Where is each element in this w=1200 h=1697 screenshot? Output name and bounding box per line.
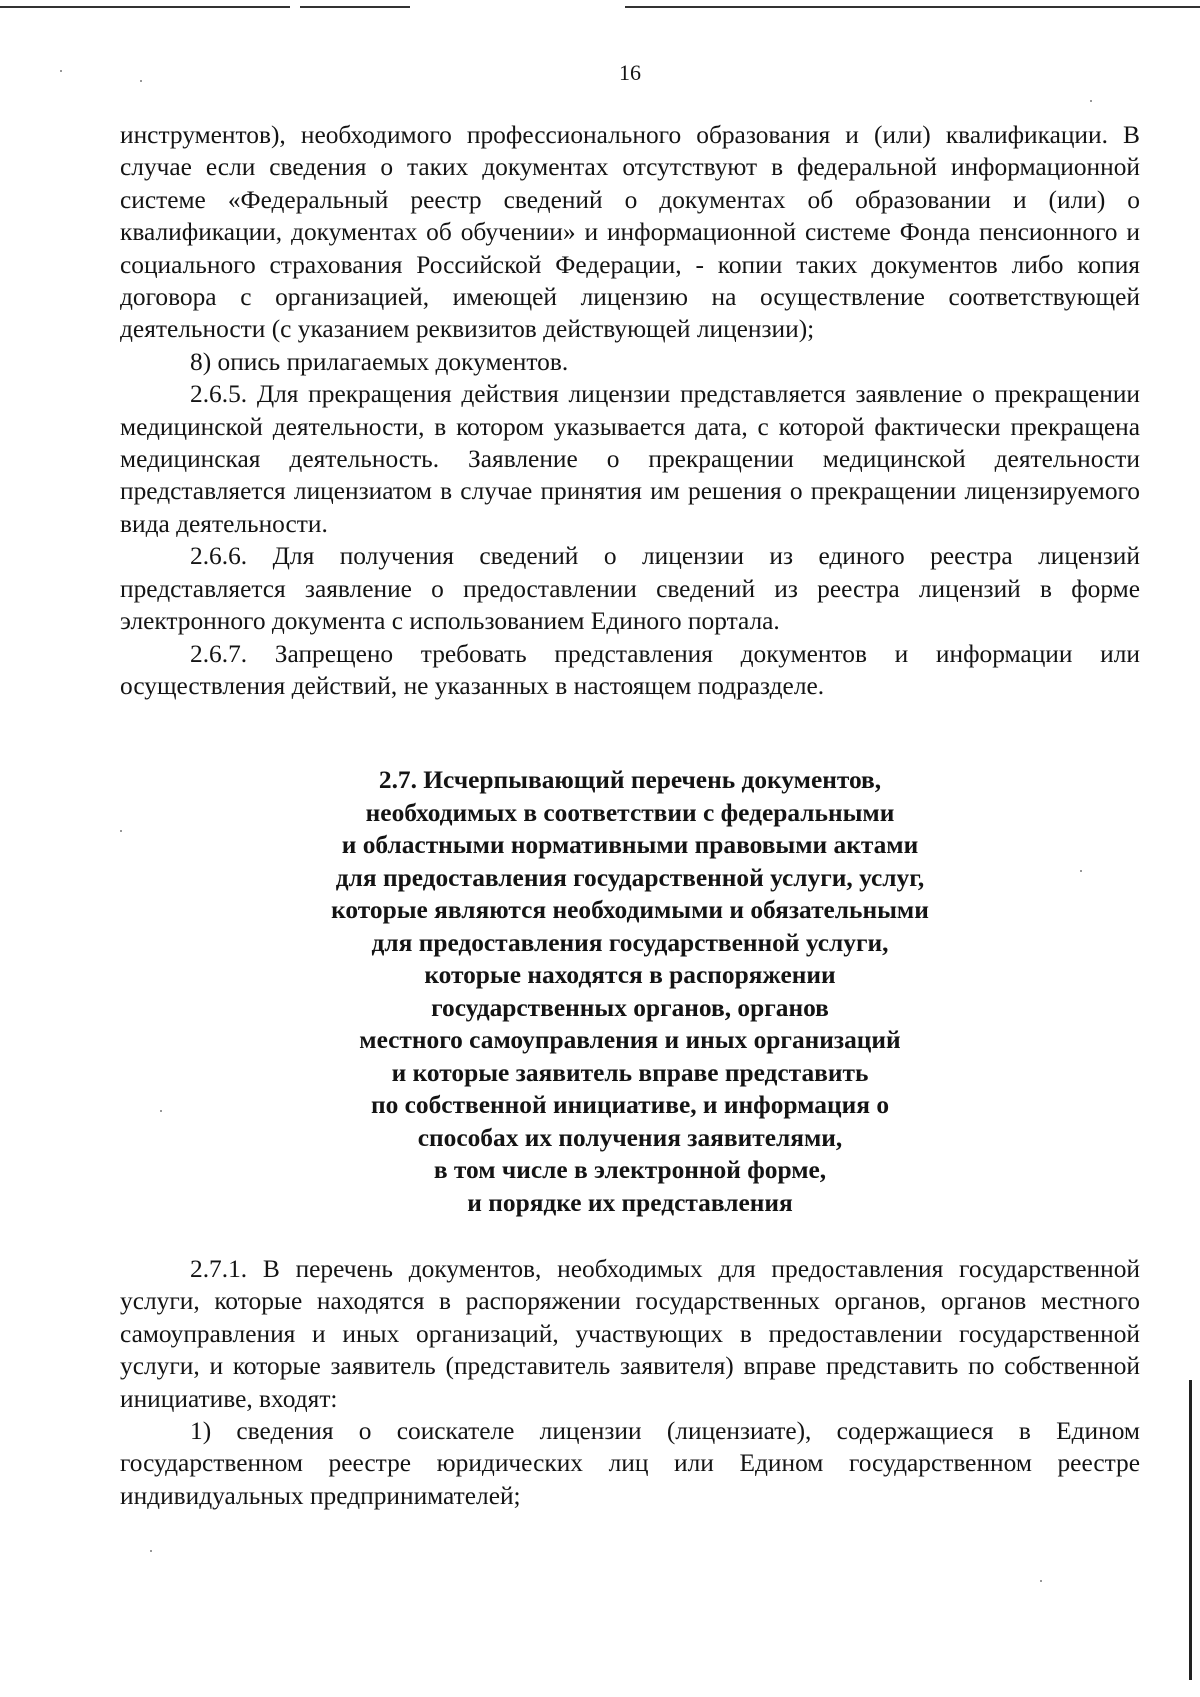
- paragraph: 2.6.7. Запрещено требовать представления документов и информации или осуществления действий, не указанных в настоящем подразделе.: [120, 639, 1140, 700]
- section-heading: [200, 764, 1060, 1219]
- heading-line: для предоставления государственной услуги,: [371, 928, 889, 957]
- scan-edge-line: [300, 6, 410, 8]
- heading-line: и областными нормативными правовыми актами: [341, 831, 919, 859]
- paragraph: 8) опись прилагаемых документов.: [190, 347, 569, 376]
- scan-speck: [160, 1110, 162, 1112]
- heading-line: необходимых в соответствии с федеральными: [365, 798, 895, 827]
- heading-line: 2.7. Исчерпывающий перечень документов,: [378, 766, 882, 794]
- paragraph: 2.7.1. В перечень документов, необходимых для предоставления государственной услуги, которые находятся в распоряжении государственных органов, органов местного самоуправления и иных организаций, участвующих в предоставлении государственной услуги, и которые заявитель (представитель заявителя) вправе представить по собственной инициативе, входят:: [120, 1255, 1140, 1413]
- heading-line: и которые заявитель вправе представить: [391, 1058, 869, 1087]
- paragraph: 2.6.6. Для получения сведений о лицензии из единого реестра лицензий представляется заявление о предоставлении сведений из реестра лицензий в форме электронного документа с использованием Единого портала.: [120, 542, 1140, 636]
- heading-line: которые находятся в распоряжении: [424, 961, 836, 989]
- document-body-bottom: [120, 1253, 1140, 1512]
- heading-line: по собственной инициативе, и информация о: [370, 1091, 890, 1119]
- heading-line: и порядке их представления: [467, 1188, 793, 1217]
- document-body-top: [120, 119, 1140, 702]
- scan-speck: [150, 1550, 152, 1552]
- paragraph: 2.6.5. Для прекращения действия лицензии представляется заявление о прекращении медицинской деятельности, в котором указывается дата, с которой фактически прекращена медицинская деятельность. Заявление о прекращении медицинской деятельности представляется лицензиатом в случае принятия им решения о прекращении лицензируемого вида деятельности.: [120, 380, 1140, 538]
- heading-line: которые являются необходимыми и обязательными: [331, 896, 929, 924]
- scan-edge-line: [625, 6, 1200, 8]
- heading-line: в том числе в электронной форме,: [433, 1156, 827, 1184]
- paragraph: 1) сведения о соискателе лицензии (лицензиате), содержащиеся в Едином государственном реестре юридических лиц или Едином государственном реестре индивидуальных предпринимателей;: [120, 1417, 1140, 1510]
- heading-line: для предоставления государственной услуги, услуг,: [335, 863, 925, 892]
- scan-speck: [120, 830, 122, 832]
- page-number: 16: [619, 60, 641, 85]
- heading-line: способах их получения заявителями,: [417, 1123, 843, 1152]
- scan-speck: [1080, 870, 1082, 872]
- heading-line: государственных органов, органов: [431, 993, 829, 1022]
- scan-edge-rule: [1189, 1380, 1192, 1680]
- scan-speck: [1040, 1580, 1042, 1582]
- scan-speck: [1090, 100, 1092, 102]
- scan-edge-line: [0, 6, 290, 8]
- paragraph: инструментов), необходимого профессионального образования и (или) квалификации. В случае если сведения о таких документах отсутствуют в федеральной информационной системе «Федеральный реестр сведений о документах об образовании и (или) о квалификации, документах об обучении» и информационной системе Фонда пенсионного и социального страхования Российской Федерации, - копии таких документов либо копия договора с организацией, имеющей лицензию на осуществление соответствующей деятельности (с указанием реквизитов действующей лицензии);: [120, 121, 1140, 344]
- heading-line: местного самоуправления и иных организаций: [359, 1026, 901, 1054]
